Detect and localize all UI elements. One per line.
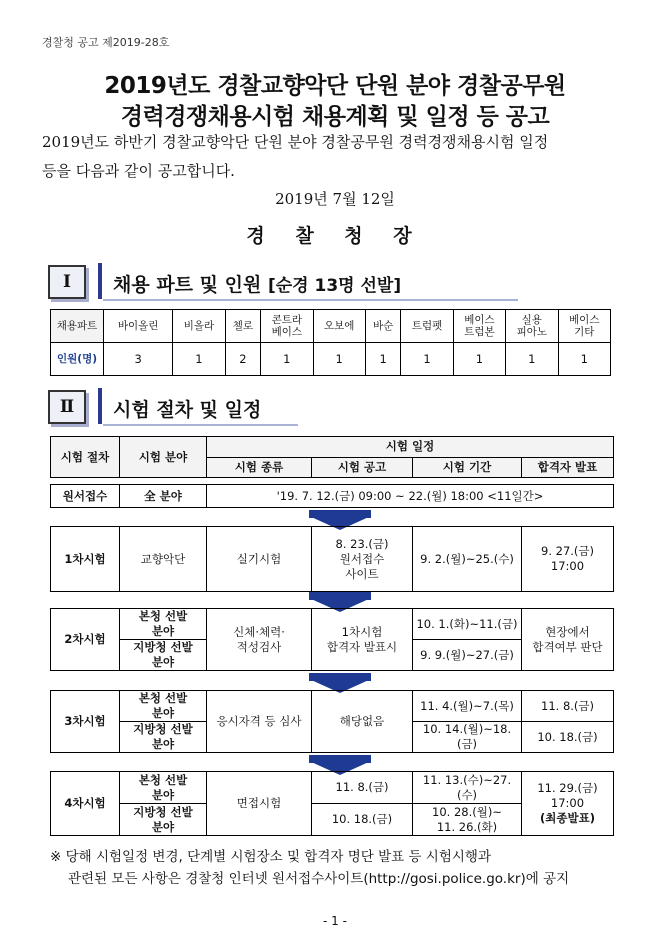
stage1-result: 9. 27.(금) 17:00 (522, 527, 614, 592)
stage3-period-regional: 10. 14.(월)~18.(금) (413, 722, 522, 753)
application-label: 원서접수 (51, 485, 120, 508)
stage4-label: 4차시험 (51, 772, 120, 836)
stage3-result-hq: 11. 8.(금) (522, 691, 614, 722)
part-count: 1 (173, 343, 225, 376)
hdr-result: 합격자 발표 (522, 457, 614, 478)
stage3-table (50, 690, 614, 753)
stage1-table (50, 526, 614, 592)
part-name: 트럼펫 (401, 310, 453, 343)
part-name: 실용 피아노 (506, 310, 558, 343)
part-count: 1 (313, 343, 365, 376)
section2-title: 시험 절차 및 일정 (113, 399, 262, 421)
stage3-announce: 해당없음 (312, 691, 413, 753)
part-count: 1 (401, 343, 453, 376)
stage3-field-hq: 본청 선발 분야 (120, 691, 207, 722)
stage4-result (522, 772, 614, 836)
stage1-type: 실기시험 (207, 527, 312, 592)
stage4-period-regional: 10. 28.(월)~ 11. 26.(화) (413, 804, 522, 836)
stage1-announce: 8. 23.(금) 원서접수 사이트 (312, 527, 413, 592)
part-name: 비올라 (173, 310, 225, 343)
section1-underline (103, 299, 518, 301)
section1-title (113, 270, 401, 297)
page-number: - 1 - (323, 914, 347, 928)
stage4-table (50, 771, 614, 836)
parts-row (51, 310, 611, 343)
counts-row (51, 343, 611, 376)
stage2-result: 현장에서 합격여부 판단 (522, 609, 614, 671)
stage4-result-final: (최종발표) (540, 811, 595, 825)
stage4-result-date: 11. 29.(금) 17:00 (537, 781, 598, 810)
page-title-line1: 2019년도 경찰교향악단 단원 분야 경찰공무원 (104, 73, 566, 99)
application-field: 全 분야 (120, 485, 207, 508)
schedule-header-table (50, 436, 614, 508)
stage4-field-hq: 본청 선발 분야 (120, 772, 207, 804)
part-name: 베이스 기타 (558, 310, 611, 343)
part-count: 3 (104, 343, 173, 376)
intro-paragraph (42, 128, 632, 186)
hdr-field: 시험 분야 (120, 437, 207, 478)
hdr-period: 시험 기간 (413, 457, 522, 478)
counts-row-label: 인원(명) (51, 343, 104, 376)
part-name: 바순 (365, 310, 400, 343)
stage2-label: 2차시험 (51, 609, 120, 671)
hdr-announce: 시험 공고 (312, 457, 413, 478)
part-count: 1 (506, 343, 558, 376)
stage3-period-hq: 11. 4.(월)~7.(목) (413, 691, 522, 722)
section2-underline (103, 424, 298, 426)
stage4-field-regional: 지방청 선발 분야 (120, 804, 207, 836)
section2-bar (98, 388, 102, 424)
stage4-announce-hq: 11. 8.(금) (312, 772, 413, 804)
part-name: 오보에 (313, 310, 365, 343)
stage3-result-regional: 10. 18.(금) (522, 722, 614, 753)
page-title-line2: 경력경쟁채용시험 채용계획 및 일정 등 공고 (120, 104, 550, 130)
stage3-field-regional: 지방청 선발 분야 (120, 722, 207, 753)
section1-bar (98, 263, 102, 299)
notice-date: 2019년 7월 12일 (275, 190, 395, 208)
part-count: 1 (365, 343, 400, 376)
part-count: 1 (558, 343, 611, 376)
stage2-period-regional: 9. 9.(월)~27.(금) (413, 640, 522, 671)
stage1-label: 1차시험 (51, 527, 120, 592)
footnote-line2: 관련된 모든 사항은 경찰청 인터넷 원서접수사이트(http://gosi.police.go.kr)에 공지 (68, 871, 570, 887)
notice-number: 경찰청 공고 제2019-28호 (42, 36, 170, 49)
stage2-field-hq: 본청 선발 분야 (120, 609, 207, 640)
section1-number: Ⅰ (48, 265, 86, 299)
part-count: 1 (261, 343, 313, 376)
stage2-announce: 1차시험 합격자 발표시 (312, 609, 413, 671)
hdr-schedule: 시험 일정 (207, 437, 614, 458)
section1-subtitle: [순경 13명 선발] (267, 276, 402, 296)
stage2-type: 신체·체력· 적성검사 (207, 609, 312, 671)
parts-row-label: 채용파트 (51, 310, 104, 343)
part-name: 콘트라 베이스 (261, 310, 313, 343)
stage2-table (50, 608, 614, 671)
part-count: 2 (225, 343, 260, 376)
stage2-field-regional: 지방청 선발 분야 (120, 640, 207, 671)
hdr-procedure: 시험 절차 (51, 437, 120, 478)
stage3-label: 3차시험 (51, 691, 120, 753)
stage1-field: 교향악단 (120, 527, 207, 592)
stage4-announce-regional: 10. 18.(금) (312, 804, 413, 836)
stage4-period-hq: 11. 13.(수)~27.(수) (413, 772, 522, 804)
issuer: 경 찰 청 장 (246, 225, 424, 247)
section1-title-text: 채용 파트 및 인원 (113, 274, 262, 296)
footnote-line1: ※ 당해 시험일정 변경, 단계별 시험장소 및 합격자 명단 발표 등 시험시행과 (50, 849, 491, 865)
part-name: 바이올린 (104, 310, 173, 343)
hdr-type: 시험 종류 (207, 457, 312, 478)
part-count: 1 (453, 343, 505, 376)
recruitment-table (50, 309, 611, 376)
intro-line2: 등을 다음과 같이 공고합니다. (42, 162, 235, 180)
part-name: 베이스 트럼본 (453, 310, 505, 343)
stage1-period: 9. 2.(월)~25.(수) (413, 527, 522, 592)
footnote (50, 846, 630, 890)
stage3-type: 응시자격 등 심사 (207, 691, 312, 753)
stage4-type: 면접시험 (207, 772, 312, 836)
application-period: '19. 7. 12.(금) 09:00 ~ 22.(월) 18:00 <11일간> (207, 485, 614, 508)
stage2-period-hq: 10. 1.(화)~11.(금) (413, 609, 522, 640)
part-name: 첼로 (225, 310, 260, 343)
intro-line1: 2019년도 하반기 경찰교향악단 단원 분야 경찰공무원 경력경쟁채용시험 일정 (42, 133, 549, 151)
section2-number: Ⅱ (48, 390, 86, 424)
